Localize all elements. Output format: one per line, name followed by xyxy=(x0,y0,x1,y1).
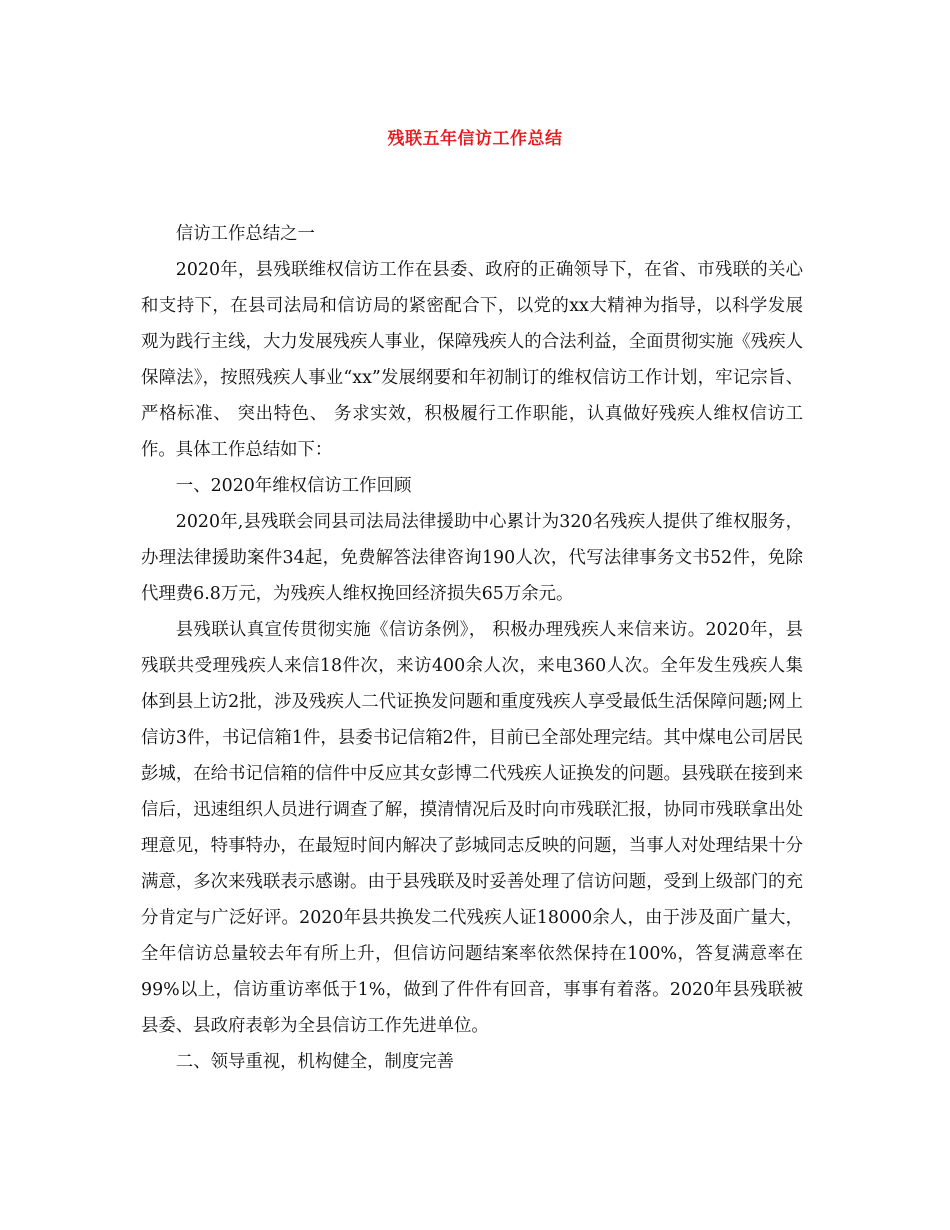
document-body xyxy=(141,216,803,1080)
paragraph-legal-aid: 2020年,县残联会同县司法局法律援助中心累计为320名残疾人提供了维权服务，办理法律援助案件34起，免费解答法律咨询190人次，代写法律事务文书52件，免除代理费6.8万元，为残疾人维权挽回经济损失65万余元。 xyxy=(141,512,803,604)
paragraph-section-heading: 信访工作总结之一 xyxy=(175,224,315,244)
document-title: 残联五年信访工作总结 xyxy=(387,129,563,149)
paragraph-heading-leadership: 二、领导重视，机构健全，制度完善 xyxy=(175,1052,455,1072)
paragraph-intro: 2020年，县残联维权信访工作在县委、政府的正确领导下，在省、市残联的关心和支持下，在县司法局和信访局的紧密配合下，以党的xx大精神为指导，以科学发展观为践行主线，大力发展残疾人事业，保障残疾人的合法利益，全面贯彻实施《残疾人保障法》，按照残疾人事业“xx”发展纲要和年初制订的维权信访工作计划，牢记宗旨、 严格标准、 突出特色、 务求实效，积极履行工作职能，认真做好残疾人维权信访工作。具体工作总结如下： xyxy=(141,260,803,460)
paragraph-petitions: 县残联认真宣传贯彻实施《信访条例》， 积极办理残疾人来信来访。2020年，县残联共受理残疾人来信18件次，来访400余人次，来电360人次。全年发生残疾人集体到县上访2批，涉及残疾人二代证换发问题和重度残疾人享受最低生活保障问题;网上信访3件，书记信箱1件，县委书记信箱2件，目前已全部处理完结。其中煤电公司居民彭城，在给书记信箱的信件中反应其女彭博二代残疾人证换发的问题。县残联在接到来信后，迅速组织人员进行调查了解，摸清情况后及时向市残联汇报，协同市残联拿出处理意见，特事特办，在最短时间内解决了彭城同志反映的问题，当事人对处理结果十分满意，多次来残联表示感谢。由于县残联及时妥善处理了信访问题，受到上级部门的充分肯定与广泛好评。2020年县共换发二代残疾人证18000余人，由于涉及面广量大，全年信访总量较去年有所上升，但信访问题结案率依然保持在100%，答复满意率在99%以上，信访重访率低于1%，做到了件件有回音，事事有着落。2020年县残联被县委、县政府表彰为全县信访工作先进单位。 xyxy=(141,620,803,1036)
paragraph-heading-review: 一、2020年维权信访工作回顾 xyxy=(175,476,412,496)
